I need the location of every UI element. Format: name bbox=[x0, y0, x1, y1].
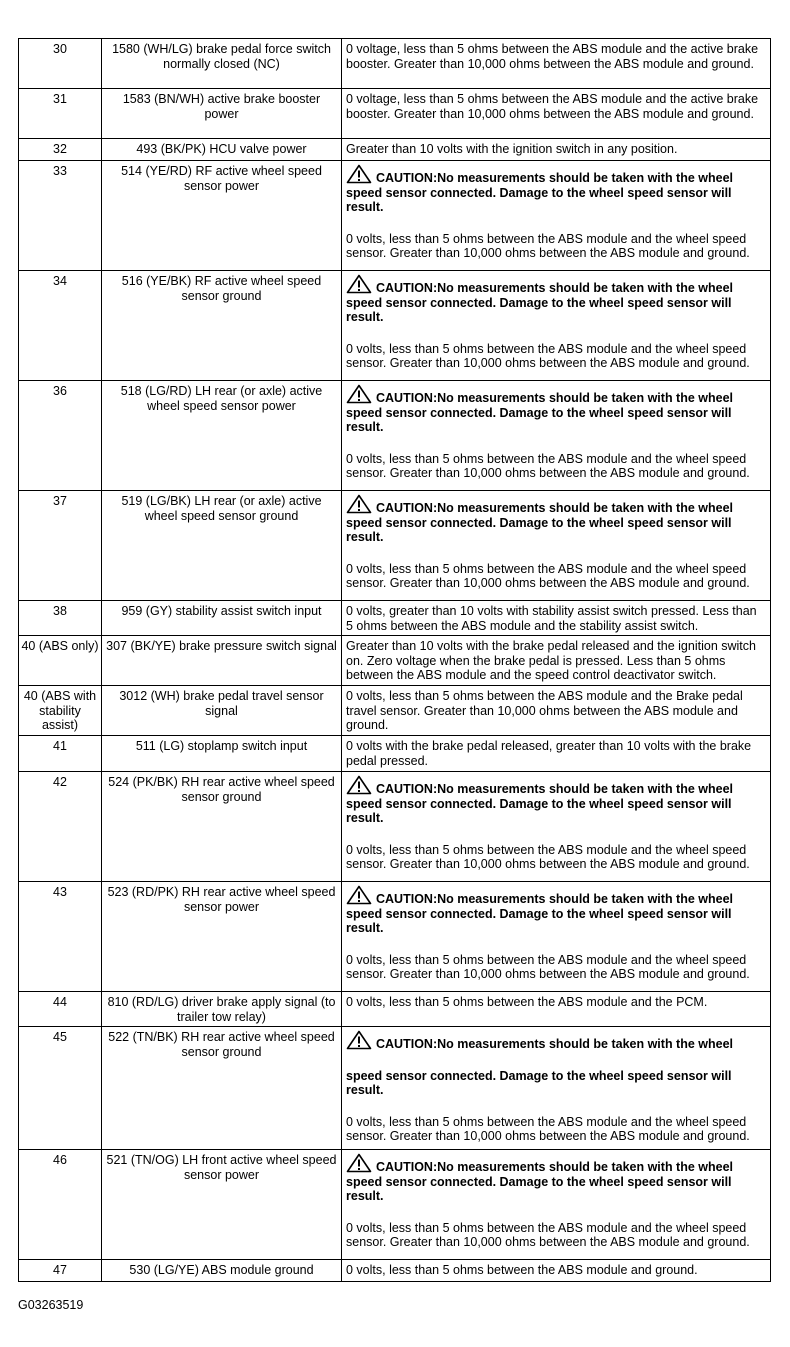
test-condition: 0 volts with the brake pedal released, greater than 10 volts with the brake pedal pressed. bbox=[346, 739, 752, 768]
circuit-description: 521 (TN/OG) LH front active wheel speed sensor power bbox=[102, 1150, 342, 1260]
pin-number: 30 bbox=[19, 39, 102, 89]
warning-triangle-icon bbox=[346, 775, 372, 795]
caution-note-continued: speed sensor connected. Damage to the wheel speed sensor will result. bbox=[346, 1068, 732, 1097]
warning-triangle-icon bbox=[346, 885, 372, 905]
test-condition-cell bbox=[342, 39, 771, 89]
test-condition: 0 volts, greater than 10 volts with stability assist switch pressed. Less than 5 ohms between the ABS module and the stability assist switch. bbox=[346, 604, 757, 633]
test-condition-cell bbox=[342, 139, 771, 161]
caution-label: CAUTION: bbox=[376, 1037, 438, 1051]
pin-number: 40 (ABS only) bbox=[19, 636, 102, 686]
test-condition-cell bbox=[342, 491, 771, 601]
warning-triangle-icon bbox=[346, 1030, 372, 1050]
test-condition: 0 voltage, less than 5 ohms between the ABS module and the active brake booster. Greater than 10,000 ohms between the ABS module and ground. bbox=[346, 92, 759, 121]
test-condition: 0 volts, less than 5 ohms between the ABS module and the wheel speed sensor. Greater than 10,000 ohms between the ABS module and ground. bbox=[346, 451, 750, 480]
test-condition: 0 volts, less than 5 ohms between the ABS module and the wheel speed sensor. Greater than 10,000 ohms between the ABS module and ground. bbox=[346, 1220, 750, 1249]
test-condition: 0 volts, less than 5 ohms between the ABS module and the wheel speed sensor. Greater than 10,000 ohms between the ABS module and ground. bbox=[346, 561, 750, 590]
caution-note bbox=[346, 384, 766, 435]
test-condition: 0 volts, less than 5 ohms between the ABS module and the wheel speed sensor. Greater than 10,000 ohms between the ABS module and ground. bbox=[346, 842, 750, 871]
caution-text: No measurements should be taken with the wheel speed sensor connected. Damage to the wheel speed sensor will result. bbox=[346, 501, 734, 544]
pin-number: 31 bbox=[19, 89, 102, 139]
test-condition-cell bbox=[342, 89, 771, 139]
test-condition: 0 volts, less than 5 ohms between the ABS module and the wheel speed sensor. Greater than 10,000 ohms between the ABS module and ground. bbox=[346, 231, 750, 260]
caution-text: No measurements should be taken with the wheel bbox=[437, 1037, 734, 1051]
table-row bbox=[19, 772, 771, 882]
caution-label: CAUTION: bbox=[376, 391, 438, 405]
caution-text: No measurements should be taken with the wheel speed sensor connected. Damage to the wheel speed sensor will result. bbox=[346, 1160, 734, 1203]
test-condition: Greater than 10 volts with the brake pedal released and the ignition switch on. Zero voltage when the brake pedal is pressed. Less than 5 ohms between the ABS module and the speed control deactivator switch. bbox=[346, 639, 756, 682]
caution-label: CAUTION: bbox=[376, 171, 438, 185]
circuit-description: 514 (YE/RD) RF active wheel speed sensor power bbox=[102, 161, 342, 271]
pin-number: 33 bbox=[19, 161, 102, 271]
pin-number: 46 bbox=[19, 1150, 102, 1260]
test-condition-cell bbox=[342, 381, 771, 491]
table-row bbox=[19, 271, 771, 381]
circuit-description: 511 (LG) stoplamp switch input bbox=[102, 736, 342, 772]
figure-id: G03263519 bbox=[18, 1298, 84, 1312]
table-row bbox=[19, 1150, 771, 1260]
caution-text: No measurements should be taken with the wheel speed sensor connected. Damage to the wheel speed sensor will result. bbox=[346, 281, 734, 324]
caution-text: No measurements should be taken with the wheel speed sensor connected. Damage to the wheel speed sensor will result. bbox=[346, 782, 734, 825]
test-condition: 0 volts, less than 5 ohms between the ABS module and the wheel speed sensor. Greater than 10,000 ohms between the ABS module and ground. bbox=[346, 952, 750, 981]
table-row bbox=[19, 161, 771, 271]
circuit-description: 959 (GY) stability assist switch input bbox=[102, 601, 342, 636]
pin-number: 36 bbox=[19, 381, 102, 491]
pin-number: 40 (ABS with stability assist) bbox=[19, 686, 102, 736]
pin-number: 44 bbox=[19, 992, 102, 1027]
circuit-description: 523 (RD/PK) RH rear active wheel speed sensor power bbox=[102, 882, 342, 992]
test-condition: 0 volts, less than 5 ohms between the ABS module and ground. bbox=[346, 1263, 698, 1277]
caution-note bbox=[346, 775, 766, 826]
caution-note bbox=[346, 274, 766, 325]
table-row bbox=[19, 139, 771, 161]
test-condition: 0 volts, less than 5 ohms between the ABS module and the PCM. bbox=[346, 995, 708, 1009]
table-row bbox=[19, 601, 771, 636]
test-condition-cell bbox=[342, 1150, 771, 1260]
warning-triangle-icon bbox=[346, 384, 372, 404]
pin-table bbox=[18, 38, 771, 1282]
caution-note bbox=[346, 885, 766, 936]
test-condition-cell bbox=[342, 636, 771, 686]
caution-text: No measurements should be taken with the wheel speed sensor connected. Damage to the wheel speed sensor will result. bbox=[346, 391, 734, 434]
test-condition: Greater than 10 volts with the ignition switch in any position. bbox=[346, 142, 678, 156]
caution-label: CAUTION: bbox=[376, 501, 438, 515]
table-row bbox=[19, 1027, 771, 1150]
test-condition-cell bbox=[342, 686, 771, 736]
warning-triangle-icon bbox=[346, 164, 372, 184]
circuit-description: 524 (PK/BK) RH rear active wheel speed sensor ground bbox=[102, 772, 342, 882]
pin-number: 45 bbox=[19, 1027, 102, 1150]
pin-number: 41 bbox=[19, 736, 102, 772]
caution-note bbox=[346, 1030, 766, 1052]
circuit-description: 3012 (WH) brake pedal travel sensor signal bbox=[102, 686, 342, 736]
caution-note bbox=[346, 494, 766, 545]
circuit-description: 493 (BK/PK) HCU valve power bbox=[102, 139, 342, 161]
circuit-description: 516 (YE/BK) RF active wheel speed sensor ground bbox=[102, 271, 342, 381]
caution-label: CAUTION: bbox=[376, 1160, 438, 1174]
pin-number: 47 bbox=[19, 1260, 102, 1282]
warning-triangle-icon bbox=[346, 274, 372, 294]
circuit-description: 1580 (WH/LG) brake pedal force switch normally closed (NC) bbox=[102, 39, 342, 89]
test-condition: 0 volts, less than 5 ohms between the ABS module and the wheel speed sensor. Greater than 10,000 ohms between the ABS module and ground. bbox=[346, 1114, 750, 1143]
table-row bbox=[19, 39, 771, 89]
caution-text: No measurements should be taken with the wheel speed sensor connected. Damage to the wheel speed sensor will result. bbox=[346, 171, 734, 214]
table-row bbox=[19, 636, 771, 686]
test-condition-cell bbox=[342, 992, 771, 1027]
table-row bbox=[19, 882, 771, 992]
pin-number: 43 bbox=[19, 882, 102, 992]
circuit-description: 810 (RD/LG) driver brake apply signal (to trailer tow relay) bbox=[102, 992, 342, 1027]
circuit-description: 530 (LG/YE) ABS module ground bbox=[102, 1260, 342, 1282]
caution-label: CAUTION: bbox=[376, 892, 438, 906]
table-row bbox=[19, 491, 771, 601]
test-condition-cell bbox=[342, 271, 771, 381]
table-row bbox=[19, 686, 771, 736]
table-row bbox=[19, 89, 771, 139]
test-condition-cell bbox=[342, 882, 771, 992]
pin-table-body bbox=[19, 39, 771, 1282]
caution-note bbox=[346, 164, 766, 215]
table-row bbox=[19, 736, 771, 772]
warning-triangle-icon bbox=[346, 494, 372, 514]
circuit-description: 522 (TN/BK) RH rear active wheel speed sensor ground bbox=[102, 1027, 342, 1150]
test-condition-cell bbox=[342, 161, 771, 271]
test-condition-cell bbox=[342, 601, 771, 636]
caution-label: CAUTION: bbox=[376, 281, 438, 295]
pin-number: 42 bbox=[19, 772, 102, 882]
pin-number: 37 bbox=[19, 491, 102, 601]
table-row bbox=[19, 1260, 771, 1282]
caution-note bbox=[346, 1153, 766, 1204]
caution-text: No measurements should be taken with the wheel speed sensor connected. Damage to the wheel speed sensor will result. bbox=[346, 892, 734, 935]
test-condition-cell bbox=[342, 736, 771, 772]
warning-triangle-icon bbox=[346, 1153, 372, 1173]
pin-number: 32 bbox=[19, 139, 102, 161]
pin-number: 38 bbox=[19, 601, 102, 636]
table-row bbox=[19, 992, 771, 1027]
circuit-description: 307 (BK/YE) brake pressure switch signal bbox=[102, 636, 342, 686]
caution-label: CAUTION: bbox=[376, 782, 438, 796]
test-condition: 0 volts, less than 5 ohms between the ABS module and the wheel speed sensor. Greater than 10,000 ohms between the ABS module and ground. bbox=[346, 341, 750, 370]
circuit-description: 518 (LG/RD) LH rear (or axle) active wheel speed sensor power bbox=[102, 381, 342, 491]
test-condition: 0 volts, less than 5 ohms between the ABS module and the Brake pedal travel sensor. Greater than 10,000 ohms between the ABS module and ground. bbox=[346, 689, 743, 732]
test-condition-cell bbox=[342, 1260, 771, 1282]
test-condition-cell bbox=[342, 772, 771, 882]
test-condition-cell bbox=[342, 1027, 771, 1150]
circuit-description: 519 (LG/BK) LH rear (or axle) active wheel speed sensor ground bbox=[102, 491, 342, 601]
test-condition: 0 voltage, less than 5 ohms between the ABS module and the active brake booster. Greater than 10,000 ohms between the ABS module and ground. bbox=[346, 42, 759, 71]
pin-number: 34 bbox=[19, 271, 102, 381]
table-row bbox=[19, 381, 771, 491]
circuit-description: 1583 (BN/WH) active brake booster power bbox=[102, 89, 342, 139]
